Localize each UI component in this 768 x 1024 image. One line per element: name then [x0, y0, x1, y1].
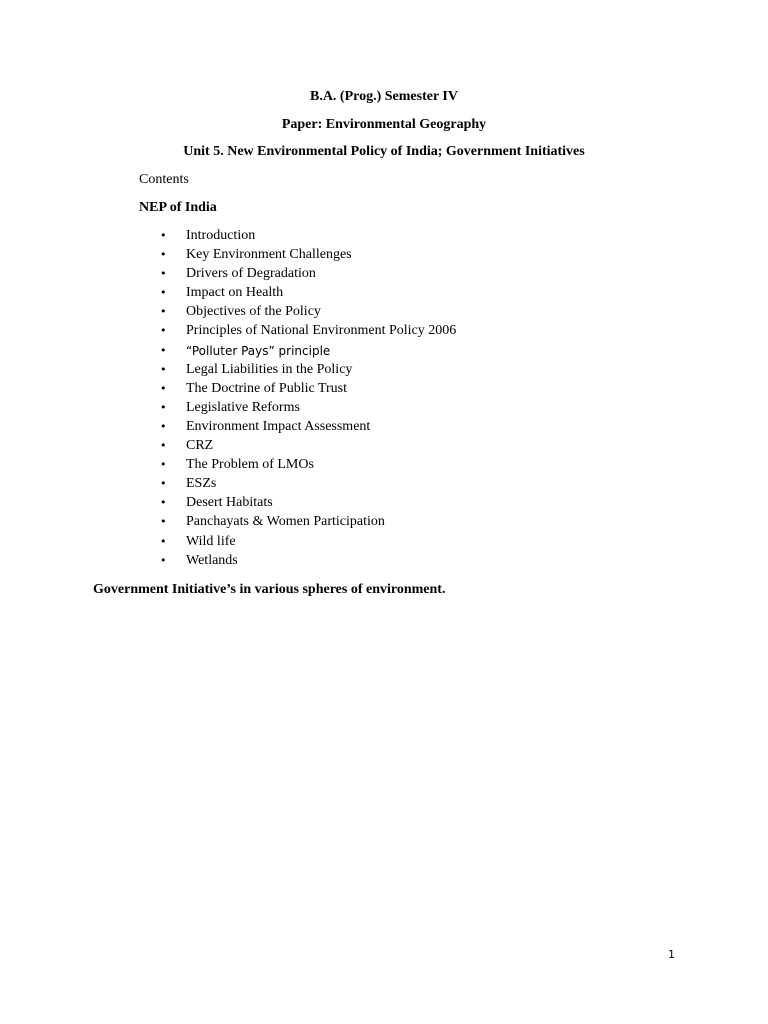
unit-title: Unit 5. New Environmental Policy of India; Government Initiatives [183, 144, 585, 159]
list-item [160, 322, 456, 341]
topic-list [160, 227, 456, 571]
bullet-icon: • [160, 343, 167, 357]
list-item-label: Impact on Health [186, 285, 284, 301]
list-item [160, 456, 456, 475]
bullet-icon: • [160, 534, 167, 548]
document-title: B.A. (Prog.) Semester IV [309, 89, 458, 104]
list-item-label: Wetlands [186, 552, 238, 568]
government-initiatives-heading: Government Initiative’s in various spheres of environment. [93, 582, 446, 597]
list-item-label: Legal Liabilities in the Policy [186, 361, 353, 377]
list-item [160, 437, 456, 456]
bullet-icon: • [160, 458, 167, 472]
list-item [160, 533, 456, 552]
paper-title: Paper: Environmental Geography [281, 117, 487, 132]
list-item [160, 494, 456, 513]
bullet-icon: • [160, 496, 167, 510]
bullet-icon: • [160, 400, 167, 414]
bullet-icon: • [160, 267, 167, 281]
list-item [160, 475, 456, 494]
list-item [160, 418, 456, 437]
list-item [160, 552, 456, 571]
list-item [160, 246, 456, 265]
list-item-label: Wild life [186, 533, 236, 549]
list-item [160, 513, 456, 532]
list-item-label: Drivers of Degradation [186, 266, 316, 282]
bullet-icon: • [160, 305, 167, 319]
list-item-label: The Doctrine of Public Trust [186, 380, 347, 396]
bullet-icon: • [160, 515, 167, 529]
list-item [160, 399, 456, 418]
list-item [160, 303, 456, 322]
list-item-label: CRZ [186, 438, 214, 454]
list-item [160, 227, 456, 246]
bullet-icon: • [160, 553, 167, 567]
list-item [160, 380, 456, 399]
list-item-label: Principles of National Environment Policy 2006 [186, 323, 457, 339]
bullet-icon: • [160, 477, 167, 491]
list-item [160, 284, 456, 303]
bullet-icon: • [160, 286, 167, 300]
list-item-label: Introduction [186, 228, 256, 243]
list-item-label: Objectives of the Policy [186, 304, 321, 320]
section-heading: NEP of India [139, 200, 217, 215]
bullet-icon: • [160, 362, 167, 376]
list-item [160, 361, 456, 380]
list-item [160, 265, 456, 284]
list-item-label: Key Environment Challenges [186, 247, 352, 263]
bullet-icon: • [160, 419, 167, 433]
bullet-icon: • [160, 439, 167, 453]
list-item [160, 342, 456, 361]
bullet-icon: • [160, 229, 167, 242]
bullet-icon: • [160, 381, 167, 395]
list-item-label: Environment Impact Assessment [186, 418, 371, 434]
contents-label: Contents [139, 172, 189, 187]
list-item-label: Desert Habitats [186, 495, 273, 511]
page-number: 1 [668, 948, 675, 961]
list-item-label: “Polluter Pays” principle [186, 343, 331, 358]
list-item-label: The Problem of LMOs [186, 457, 314, 473]
list-item-label: Panchayats & Women Participation [186, 514, 385, 530]
list-item-label: ESZs [186, 476, 217, 492]
bullet-icon: • [160, 248, 167, 262]
bullet-icon: • [160, 324, 167, 338]
list-item-label: Legislative Reforms [186, 399, 300, 415]
